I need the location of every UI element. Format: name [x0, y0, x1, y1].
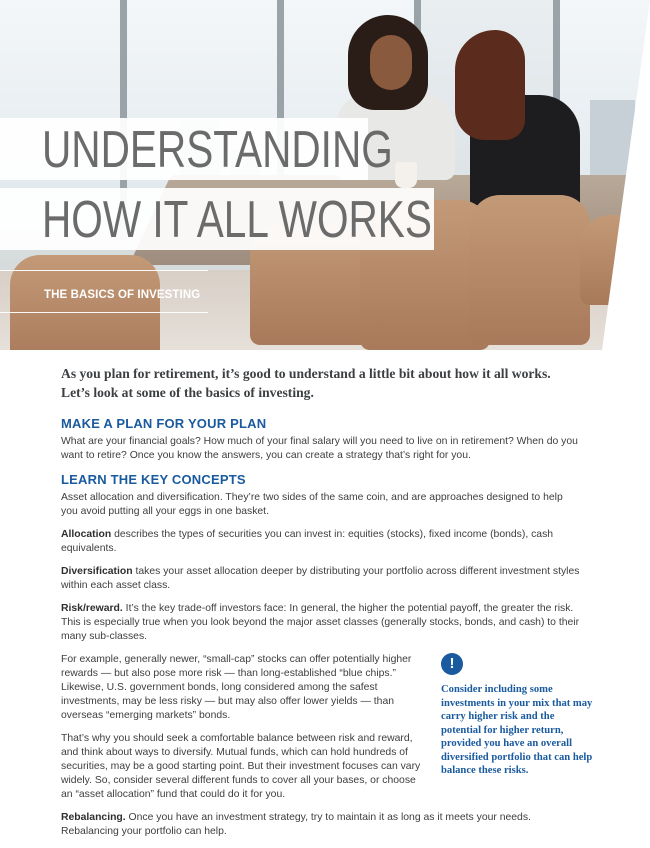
divider — [0, 312, 208, 313]
article-body — [61, 364, 593, 848]
title-band — [0, 188, 434, 250]
chair — [470, 195, 590, 345]
divider — [0, 270, 208, 271]
page-title-line-2: HOW IT ALL WORKS — [42, 191, 432, 249]
paragraph: What are your financial goals? How much of your final salary will you need to live on in retirement? When do you want to retire? Once you know the answers, you can create a strategy that’s right for you. — [61, 436, 578, 461]
person — [370, 35, 412, 90]
callout — [441, 653, 593, 778]
paragraph-text: describes the types of securities you can invest in: equities (stocks), fixed income (bonds), cash equivalents. — [61, 529, 554, 554]
exclamation-icon: ! — [441, 653, 463, 675]
two-column-block — [61, 653, 593, 802]
diagonal-cut — [602, 0, 650, 350]
paragraph: Asset allocation and diversification. They’re two sides of the same coin, and are approaches designed to help you avoid putting all your eggs in one basket. — [61, 492, 563, 517]
term-rebalancing: Rebalancing. — [61, 812, 126, 823]
paragraph — [61, 811, 581, 839]
paragraph — [61, 602, 581, 644]
callout-text: Consider including some investments in your mix that may carry higher risk and the potential for higher return, provided you have an overall diversified portfolio that can help balance these risks. — [441, 684, 593, 776]
hero-photo — [0, 0, 650, 350]
page-subtitle: THE BASICS OF INVESTING — [44, 289, 201, 301]
paragraph: That’s why you should seek a comfortable balance between risk and reward, and think about ways to diversify. Mutual funds, which can hold hundreds of securities, may be a good starting point. But their investment focuses can vary widely. So, consider several different funds to cover all your bases, or choose an “asset allocation” fund that could do it for you. — [61, 733, 421, 800]
intro-paragraph: As you plan for retirement, it’s good to understand a little bit about how it all works. Let’s look at some of the basics of investing. — [61, 366, 551, 400]
paragraph — [61, 565, 581, 593]
term-allocation: Allocation — [61, 529, 112, 540]
paragraph-text: It’s the key trade-off investors face: In general, the higher the potential payoff, the greater the risk. This is especially true when you look beyond the major asset classes (generally stocks, bonds, and cash) to their many sub-classes. — [61, 603, 580, 642]
term-risk-reward: Risk/reward. — [61, 603, 123, 614]
page-title-line-1: UNDERSTANDING — [42, 121, 393, 179]
paragraph: For example, generally newer, “small-cap” stocks can offer potentially higher rewards — but also pose more risk — than long-established “blue chips.” Likewise, U.S. government bonds, long considered among the safest investments, may be less risky — but may also offer lower yields — than overseas “emerging markets” bonds. — [61, 654, 412, 721]
main-column — [61, 653, 421, 802]
title-band — [0, 118, 393, 180]
paragraph-text: Once you have an investment strategy, try to maintain it as long as it meets your needs. Rebalancing your portfolio can help. — [61, 812, 531, 837]
term-diversification: Diversification — [61, 566, 133, 577]
coffee-cup — [395, 162, 417, 188]
paragraph-text: takes your asset allocation deeper by distributing your portfolio across different investment styles within each asset class. — [61, 566, 580, 591]
paragraph — [61, 528, 581, 556]
person — [455, 30, 525, 140]
section-heading-plan: MAKE A PLAN FOR YOUR PLAN — [61, 416, 267, 431]
section-heading-concepts: LEARN THE KEY CONCEPTS — [61, 472, 246, 487]
